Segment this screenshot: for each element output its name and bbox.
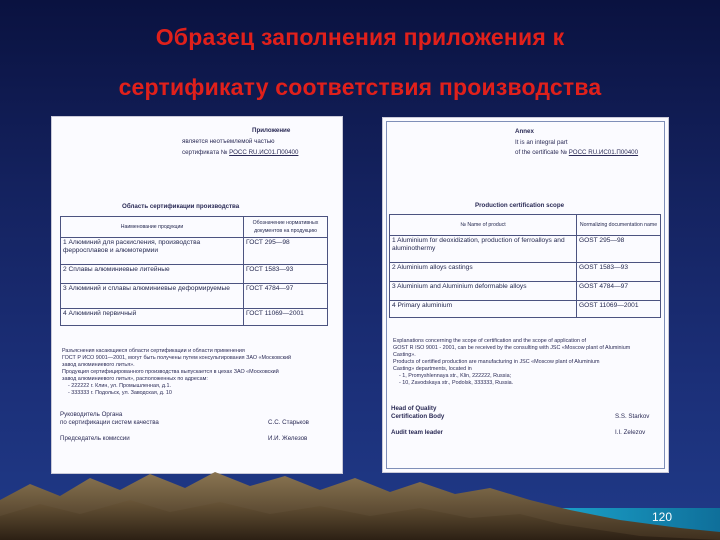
table-row bbox=[390, 236, 661, 263]
ru-row-product: 3 Алюминий и сплавы алюминиевые деформируемые bbox=[61, 284, 244, 309]
ru-note-line: завод алюминиевого литья». bbox=[62, 362, 135, 368]
en-note-line: Products of certified production are manufacturing in JSC «Moscow plant of Aluminium bbox=[393, 359, 600, 365]
ru-signatory2-role: Председатель комиссии bbox=[60, 435, 130, 442]
en-certificate-ref bbox=[515, 149, 638, 156]
en-signatory1-role: Head of Quality bbox=[391, 405, 437, 412]
en-note-line: GOST R ISO 9001 - 2001, can be received by the consulting with JSC «Moscow plant of Aluminium bbox=[393, 345, 631, 351]
en-signatory1-name: S.S. Starkov bbox=[615, 413, 650, 420]
en-signatory2-role: Audit team leader bbox=[391, 429, 443, 436]
en-note-line: Casting». bbox=[393, 352, 416, 358]
ru-annex-header: Приложение bbox=[252, 127, 291, 134]
ru-row-doc: ГОСТ 11069—2001 bbox=[244, 309, 328, 326]
ru-row-product: 4 Алюминий первичный bbox=[61, 309, 244, 326]
ru-row-doc: ГОСТ 4784—97 bbox=[244, 284, 328, 309]
ru-certificate-prefix: сертификата № bbox=[182, 149, 228, 156]
en-row-doc: GOST 295—98 bbox=[577, 236, 661, 263]
table-row bbox=[390, 282, 661, 301]
en-note-line: Casting» departments, located in bbox=[393, 366, 472, 372]
en-row-product: 3 Aluminium and Aluminium deformable alloys bbox=[390, 282, 577, 301]
ru-row-product: 1 Алюминий для раскисления, производства ферросплавов и алюмотермии bbox=[61, 238, 244, 265]
en-row-doc: GOST 1583—93 bbox=[577, 263, 661, 282]
en-col-document: Normalizing documentation name bbox=[577, 215, 661, 236]
slide-title-line2: сертификату соответствия производства bbox=[118, 74, 602, 100]
en-scope-title: Production certification scope bbox=[475, 202, 565, 209]
slide-title-line1: Образец заполнения приложения к bbox=[155, 24, 565, 50]
slide-page-number: 120 bbox=[652, 510, 673, 524]
en-annex-header: Annex bbox=[515, 128, 534, 135]
table-header-row bbox=[61, 217, 328, 238]
english-annex-document bbox=[382, 117, 669, 473]
ru-note-line: завод алюминиевого литья», расположенных по адресам: bbox=[62, 376, 208, 382]
table-row bbox=[61, 309, 328, 326]
ru-note-line: - 222222 г. Клин, ул. Промышленная, д.1. bbox=[68, 383, 171, 389]
table-row bbox=[61, 265, 328, 284]
ru-row-doc: ГОСТ 1583—93 bbox=[244, 265, 328, 284]
ru-note-line: - 333333 г. Подольск, ул. Заводская, д. 10 bbox=[68, 390, 172, 396]
ru-note-line: Продукция сертифицированного производства выпускается в цехах ЗАО «Московский bbox=[62, 369, 279, 375]
table-row bbox=[390, 263, 661, 282]
ru-scope-table bbox=[60, 216, 328, 326]
ru-signatory1-name: С.С. Старьков bbox=[268, 419, 309, 426]
en-row-product: 2 Aluminium alloys castings bbox=[390, 263, 577, 282]
en-signatory2-name: I.I. Zelezov bbox=[615, 429, 646, 436]
ru-signatory2-name: И.И. Железов bbox=[268, 435, 308, 442]
en-signatory1-role-line2: Certification Body bbox=[391, 413, 445, 420]
ru-scope-title: Область сертификации производства bbox=[122, 203, 240, 210]
en-note-line: - 10, Zavodskaya str., Podolsk, 333333, Russia. bbox=[399, 380, 514, 386]
ru-row-product: 2 Сплавы алюминиевые литейные bbox=[61, 265, 244, 284]
ru-certificate-ref bbox=[182, 149, 298, 156]
ru-col-product: Наименование продукции bbox=[61, 217, 244, 238]
ru-note-line: Разъяснения касающиеся области сертификации и области применения bbox=[62, 348, 245, 354]
en-row-doc: GOST 4784—97 bbox=[577, 282, 661, 301]
mountain-range-decoration bbox=[0, 460, 720, 540]
table-row bbox=[61, 238, 328, 265]
en-note-line: - 1, Promyshlennaya str., Klin, 222222, Russia; bbox=[399, 373, 512, 379]
en-row-product: 1 Aluminium for deoxidization, production of ferroalloys and aluminothermy bbox=[390, 236, 577, 263]
ru-row-doc: ГОСТ 295—98 bbox=[244, 238, 328, 265]
en-certificate-number: РОСС RU.ИС01.П00400 bbox=[568, 149, 639, 156]
ru-certificate-number: РОСС RU.ИС01.П00400 bbox=[229, 149, 299, 156]
en-col-product: № Name of product bbox=[390, 215, 577, 236]
ru-annex-subheader: является неотъемлемой частью bbox=[182, 138, 275, 145]
table-header-row bbox=[390, 215, 661, 236]
en-scope-table bbox=[389, 214, 661, 318]
table-row bbox=[390, 301, 661, 318]
en-certificate-prefix: of the certificate № bbox=[515, 149, 568, 156]
en-row-product: 4 Primary aluminium bbox=[390, 301, 577, 318]
en-row-doc: GOST 11069—2001 bbox=[577, 301, 661, 318]
russian-annex-document bbox=[51, 116, 343, 474]
ru-signatory1-role-line2: по сертификации систем качества bbox=[60, 419, 159, 426]
ru-col-document: Обозначение нормативных документов на продукцию bbox=[244, 217, 328, 238]
en-note-line: Explanations concerning the scope of certification and the scope of application of bbox=[393, 338, 586, 344]
ru-signatory1-role: Руководитель Органа bbox=[60, 411, 123, 418]
ru-note-line: ГОСТ Р ИСО 9001—2001, могут быть получены путем консультирования ЗАО «Московский bbox=[62, 355, 292, 361]
en-annex-subheader: It is an integral part bbox=[515, 139, 568, 146]
table-row bbox=[61, 284, 328, 309]
